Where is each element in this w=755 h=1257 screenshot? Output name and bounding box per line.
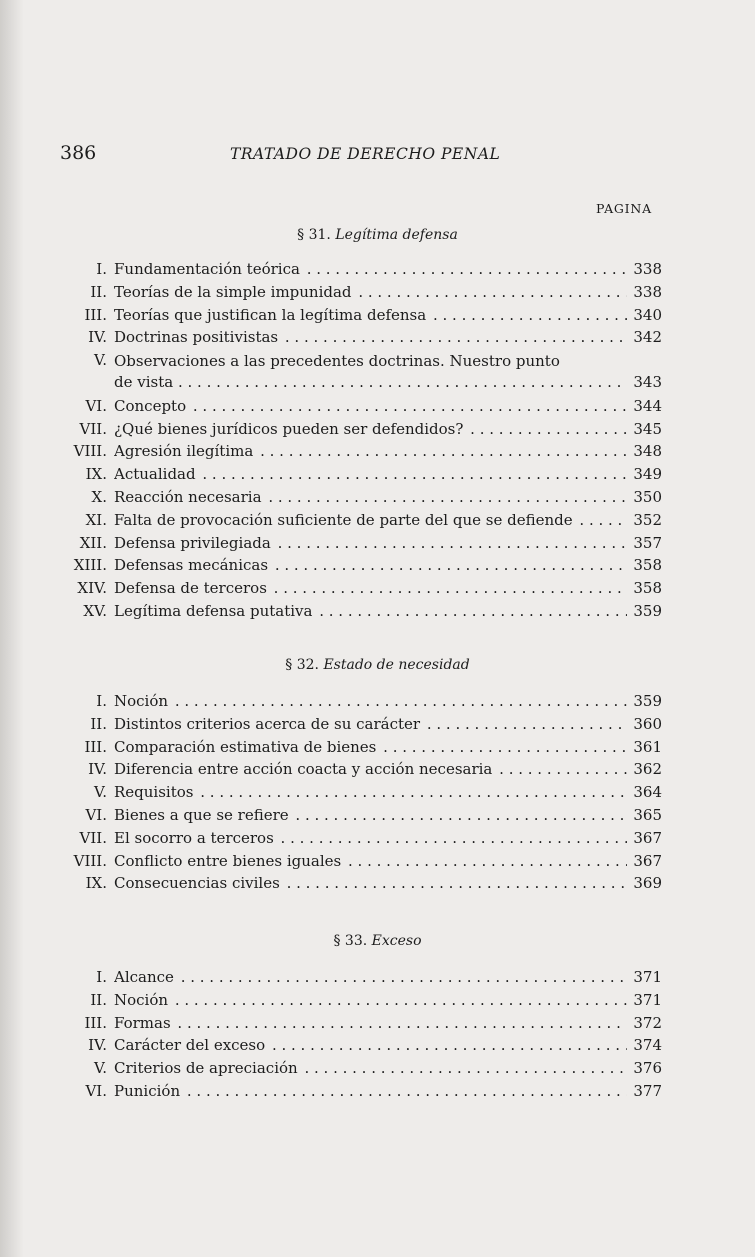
entry-title-text: El socorro a terceros [114, 828, 274, 847]
entry-page-number: 338 [627, 283, 662, 301]
entry-page-number: 360 [627, 715, 662, 733]
section-symbol: § 33. [333, 933, 368, 949]
section-heading-33 [0, 933, 755, 949]
entry-title-text: Legítima defensa putativa [114, 601, 313, 620]
toc-entry [0, 1057, 755, 1080]
entry-numeral: VI. [85, 396, 107, 415]
section-heading-32 [0, 657, 755, 673]
entry-numeral: XIV. [77, 579, 107, 598]
toc-list-section-31 [0, 258, 755, 623]
toc-entry [0, 463, 755, 486]
entry-numeral: III. [84, 1013, 107, 1032]
toc-entry [0, 966, 755, 989]
entry-title [114, 829, 659, 847]
entry-title-text: Noción [114, 692, 169, 710]
entry-title-text: Consecuencias civiles [114, 874, 280, 893]
entry-title [114, 556, 659, 574]
entry-page-number: 372 [627, 1014, 662, 1032]
entry-page-number: 344 [627, 397, 662, 415]
entry-numeral: IV. [88, 328, 107, 347]
toc-list-section-32 [0, 690, 755, 895]
entry-numeral: IX. [85, 465, 107, 484]
entry-title-text: Conflicto entre bienes iguales [114, 851, 342, 870]
entry-title-text: Punición [114, 1081, 181, 1100]
entry-page-number: 369 [627, 874, 662, 892]
entry-title [114, 488, 659, 506]
entry-title [114, 715, 659, 733]
entry-title [114, 991, 659, 1009]
toc-entry [0, 349, 755, 395]
entry-page-number: 367 [627, 852, 662, 870]
entry-page-number: 348 [627, 442, 662, 460]
entry-numeral: VIII. [73, 851, 107, 870]
entry-page-number: 357 [627, 534, 662, 552]
toc-entry [0, 713, 755, 736]
entry-title-text: Defensa de terceros [114, 579, 267, 598]
entry-title-text: Bienes a que se refiere [114, 805, 289, 824]
entry-title-text: Falta de provocación suficiente de parte del que se defiende [114, 510, 573, 529]
entry-numeral: VI. [85, 805, 107, 824]
entry-page-number: 364 [627, 783, 662, 801]
entry-page-number: 374 [627, 1036, 662, 1054]
entry-page-number: 358 [627, 579, 662, 597]
entry-page-number: 345 [627, 420, 662, 438]
toc-entry [0, 532, 755, 555]
entry-page-number: 349 [627, 465, 662, 483]
section-title: Exceso [371, 933, 422, 949]
entry-numeral: I. [96, 968, 107, 986]
entry-page-number: 362 [627, 760, 662, 778]
entry-title [114, 397, 659, 415]
entry-page-number: 361 [627, 738, 662, 756]
entry-numeral: V. [94, 1059, 107, 1078]
entry-title [114, 511, 659, 529]
entry-title [114, 465, 659, 483]
section-title: Estado de necesidad [323, 657, 470, 673]
entry-title-text: Requisitos [114, 783, 194, 802]
entry-page-number: 371 [627, 991, 662, 1009]
entry-page-number: 338 [627, 260, 662, 278]
toc-entry [0, 486, 755, 509]
entry-page-number: 359 [627, 692, 662, 710]
entry-page-number: 377 [627, 1082, 662, 1100]
entry-title-text: Alcance [114, 968, 174, 986]
toc-entry [0, 509, 755, 532]
page-column-heading: PAGINA [596, 201, 652, 216]
entry-title [114, 328, 659, 346]
entry-title [114, 306, 659, 324]
toc-entry [0, 1012, 755, 1035]
entry-numeral: I. [96, 692, 107, 710]
entry-numeral: VI. [85, 1081, 107, 1100]
entry-title [114, 602, 659, 620]
toc-list-section-33 [0, 966, 755, 1103]
entry-numeral: I. [96, 260, 107, 278]
entry-title-text: Fundamentación teórica [114, 260, 300, 278]
entry-page-number: 376 [627, 1059, 662, 1077]
entry-title-continuation [114, 373, 631, 391]
entry-title [114, 1082, 659, 1100]
toc-entry [0, 827, 755, 850]
entry-title-text: Reacción necesaria [114, 487, 262, 506]
entry-title-text: Distintos criterios acerca de su carácter [114, 714, 421, 733]
entry-numeral: V. [94, 351, 107, 370]
entry-title-text: Teorías que justifican la legítima defensa [114, 305, 427, 324]
toc-entry [0, 804, 755, 827]
entry-numeral: V. [94, 783, 107, 802]
toc-entry [0, 395, 755, 418]
entry-numeral: IV. [88, 1036, 107, 1055]
toc-entry [0, 781, 755, 804]
entry-numeral: VII. [79, 828, 107, 847]
entry-title [114, 1036, 659, 1054]
entry-title [114, 852, 659, 870]
entry-page-number: 371 [627, 968, 662, 986]
entry-title-text: Diferencia entre acción coacta y acción necesaria [114, 760, 493, 779]
toc-entry [0, 418, 755, 441]
entry-page-number: 367 [627, 829, 662, 847]
entry-title-continuation-text: de vista [114, 373, 174, 392]
toc-entry [0, 577, 755, 600]
entry-title [114, 534, 659, 552]
entry-title [114, 783, 659, 801]
entry-title [114, 350, 606, 373]
entry-numeral: II. [90, 714, 107, 733]
entry-page-number: 350 [627, 488, 662, 506]
entry-page-number: 358 [627, 556, 662, 574]
toc-entry [0, 872, 755, 895]
entry-title-text: Criterios de apreciación [114, 1059, 298, 1078]
entry-title-text: ¿Qué bienes jurídicos pueden ser defendidos? [114, 419, 464, 438]
toc-entry [0, 281, 755, 304]
toc-entry [0, 736, 755, 759]
entry-numeral: X. [91, 487, 107, 506]
entry-page-number: 359 [627, 602, 662, 620]
entry-title-text: Comparación estimativa de bienes [114, 737, 377, 756]
toc-entry [0, 1080, 755, 1103]
toc-entry [0, 440, 755, 463]
entry-title [114, 760, 659, 778]
entry-title [114, 968, 659, 986]
entry-title-text: Carácter del exceso [114, 1036, 266, 1055]
entry-title [114, 1014, 659, 1032]
entry-title [114, 1059, 659, 1077]
entry-numeral: III. [84, 305, 107, 324]
entry-page-number: 365 [627, 806, 662, 824]
entry-page-number: 340 [627, 306, 662, 324]
entry-title-text: Defensa privilegiada [114, 533, 271, 552]
entry-title-text: Observaciones a las precedentes doctrinas. Nuestro punto [114, 352, 560, 371]
entry-title-text: Agresión ilegítima [114, 442, 254, 461]
entry-numeral: VIII. [73, 442, 107, 461]
entry-title [114, 806, 659, 824]
entry-numeral: II. [90, 990, 107, 1009]
toc-entry [0, 989, 755, 1012]
entry-numeral: II. [90, 282, 107, 301]
toc-entry [0, 258, 755, 281]
section-symbol: § 31. [297, 227, 331, 243]
toc-entry [0, 326, 755, 349]
entry-title-text: Noción [114, 990, 169, 1009]
entry-title [114, 738, 659, 756]
entry-title [114, 260, 659, 278]
entry-title [114, 692, 659, 710]
entry-title [114, 579, 659, 597]
entry-numeral: XI. [85, 510, 107, 529]
entry-numeral: IX. [85, 874, 107, 893]
entry-numeral: III. [84, 737, 107, 756]
entry-page-number: 352 [627, 511, 662, 529]
toc-entry [0, 1034, 755, 1057]
section-title: Legítima defensa [335, 227, 458, 243]
entry-title [114, 420, 659, 438]
running-title: TRATADO DE DERECHO PENAL [230, 145, 501, 163]
entry-numeral: XV. [83, 601, 107, 620]
entry-title [114, 283, 659, 301]
entry-title-text: Concepto [114, 396, 187, 415]
entry-numeral: IV. [88, 760, 107, 779]
entry-numeral: XII. [79, 533, 107, 552]
entry-numeral: XIII. [73, 556, 107, 575]
entry-title [114, 874, 659, 892]
entry-page-number: 343 [627, 373, 662, 391]
section-symbol: § 32. [285, 657, 319, 673]
entry-numeral: VII. [79, 419, 107, 438]
entry-page-number: 342 [627, 328, 662, 346]
entry-title-text: Doctrinas positivistas [114, 328, 279, 347]
entry-title-text: Defensas mecánicas [114, 556, 269, 575]
toc-entry [0, 304, 755, 327]
page-number: 386 [60, 142, 97, 164]
section-heading-31 [0, 227, 755, 243]
toc-entry [0, 554, 755, 577]
entry-title-text: Actualidad [114, 465, 196, 484]
toc-entry [0, 758, 755, 781]
toc-entry [0, 600, 755, 623]
toc-entry [0, 690, 755, 713]
toc-entry [0, 850, 755, 873]
entry-title-text: Teorías de la simple impunidad [114, 282, 352, 301]
entry-title [114, 442, 659, 460]
entry-title-text: Formas [114, 1013, 171, 1032]
